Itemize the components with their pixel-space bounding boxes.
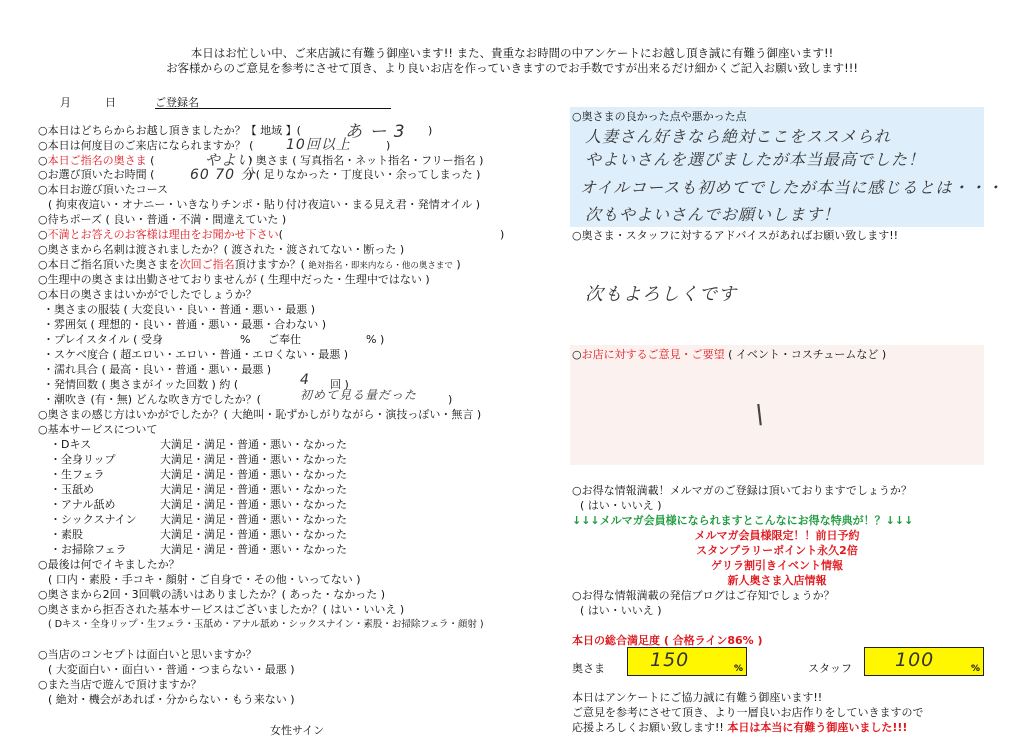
q-nominee: ○本日ご指名の奥さま ( (38, 154, 155, 167)
q-feeling: ○奥さまの感じ方はいかがでしたか？( 大絶叫・恥ずかしがりながら・演技っぽい・無言 ) (38, 408, 482, 421)
rating-mood: ・雰囲気 ( 理想的・良い・普通・悪い・最悪・合わない ) (43, 318, 327, 331)
q-refused-service: ○奥さまから拒否された基本サービスはございましたか？( はい・いいえ ) (38, 603, 405, 616)
q-basic-service: ○基本サービスについて (38, 423, 158, 436)
q-request: ○お店に対するご意見・ご要望 ( イベント・コスチュームなど ) (572, 348, 887, 361)
perk-item: スタンプラリーポイント永久2倍 (696, 544, 858, 557)
header-line-2: お客様からのご意見を参考にさせて頂き、より良いお店を作っていきますのでお手数ですが出来るだけ細かくご記入お願い致します!!! (166, 61, 858, 75)
service-options: 大満足・満足・普通・悪い・なかった (160, 513, 347, 526)
q-come-again: ○また当店で遊んで頂けますか？ (38, 678, 202, 691)
q-second-round: ○奥さまから2回・3回戦の誘いはありましたか？( あった・なかった ) (38, 588, 386, 601)
come-again-options: ( 絶対・機会があれば・分からない・もう来ない ) (48, 693, 295, 706)
registered-name-line (155, 108, 391, 109)
rating-lewdness: ・スケベ度合 ( 超エロい・エロい・普通・エロくない・最悪 ) (43, 348, 349, 361)
perk-item: ゲリラ割引きイベント情報 (711, 559, 843, 572)
service-name: ・全身リップ (50, 453, 116, 466)
q-business-card: ○奥さまから名刺は渡されましたか？( 渡された・渡されてない・断った ) (38, 243, 405, 256)
footer-line-3: 応援よろしくお願い致します!! 本日は本当に有難う御座いました!!! (572, 721, 908, 734)
header-line-1: 本日はお忙しい中、ご来店誠に有難う御座います!! また、貴重なお時間の中アンケートにお越し頂き誠に有難う御座います!! (190, 46, 834, 60)
blog-options: ( はい・いいえ ) (580, 604, 662, 617)
rating-playstyle-percent-1: % (240, 333, 251, 346)
okusama-label: 奥さま (572, 662, 605, 675)
q-reason-close: ) (500, 228, 505, 241)
q-renominate: ○本日ご指名頂いた奥さまを次回ご指名頂けますか？( 絶対指名・即来内なら・他の奥さまで ) (38, 258, 461, 271)
service-options: 大満足・満足・普通・悪い・なかった (160, 543, 347, 556)
mailmag-benefits: ↓↓↓メルマガ会員様になられますとこんなにお得な特典が！？↓↓↓ (572, 514, 914, 527)
advice-text: 次もよろしくです (585, 284, 737, 305)
month-label: 月 (60, 96, 71, 109)
staff-score: 100 (895, 649, 935, 671)
q-visits: ○本日は何度目のご来店になられますか？ ( (38, 139, 254, 152)
rating-clothes: ・奥さまの服装 ( 大変良い・良い・普通・悪い・最悪 ) (43, 303, 316, 316)
service-name: ・生フェラ (50, 468, 105, 481)
q-how-was: ○本日の奥さまはいかがでしたでしょうか？ (38, 288, 257, 301)
service-name: ・Dキス (50, 438, 92, 451)
course-options: ( 拘束夜這い・オナニー・いきなりチンポ・貼り付け夜這い・まる見え君・発情オイル ) (48, 198, 481, 211)
rating-squirt: ・潮吹き (有・無) どんな吹き方でしたか？( (43, 393, 261, 406)
q-area-close: ) (428, 124, 433, 137)
perk-item: メルマガ会員様限定！！前日予約 (694, 529, 860, 542)
rating-playstyle-service: ご奉仕 (268, 333, 301, 346)
footer-line-1: 本日はアンケートにご協力誠に有難う御座います!! (572, 691, 823, 704)
service-name: ・お掃除フェラ (50, 543, 127, 556)
answer-squirt: 初めて見る量だった (300, 388, 418, 402)
q-course: ○本日お遊び頂いたコース (38, 183, 169, 196)
goodbad-line: 次もやよいさんでお願いします！ (585, 205, 841, 224)
staff-percent: % (971, 664, 981, 674)
rating-squirt-close: ) (448, 393, 453, 406)
staff-label: スタッフ (808, 662, 852, 675)
goodbad-line: 人妻さん好きなら絶対ここをススメられ (585, 127, 892, 146)
service-options: 大満足・満足・普通・悪い・なかった (160, 438, 347, 451)
q-blog: ○お得な情報満載の発信ブログはご存知でしょうか？ (572, 589, 835, 602)
service-options: 大満足・満足・普通・悪い・なかった (160, 453, 347, 466)
q-nominee-rest: ) 奥さま ( 写真指名・ネット指名・フリー指名 ) (248, 154, 484, 167)
rating-count: ・発情回数 ( 奥さまがイッた回数 ) 約 ( (43, 378, 239, 391)
service-options: 大満足・満足・普通・悪い・なかった (160, 528, 347, 541)
registered-name-label: ご登録名 (155, 96, 199, 109)
goodbad-line: やよいさんを選びましたが本当最高でした！ (585, 150, 926, 169)
service-name: ・素股 (50, 528, 83, 541)
satisfaction-label: 本日の総合満足度 ( 合格ライン86% ) (572, 634, 763, 647)
q-reason: ○不満とお答えのお客様は理由をお聞かせ下さい( (38, 228, 283, 241)
rating-count-close: 回 ) (330, 378, 349, 391)
service-name: ・シックスナイン (50, 513, 137, 526)
rating-playstyle: ・プレイスタイル ( 受身 (43, 333, 163, 346)
mailmag-options: ( はい・いいえ ) (580, 499, 662, 512)
q-period: ○生理中の奥さまは出勤させておりませんが ( 生理中だった・生理中ではない ) (38, 273, 430, 286)
answer-area: あ ー 3 (345, 122, 406, 142)
service-name: ・玉舐め (50, 483, 94, 496)
goodbad-line: オイルコースも初めてでしたが本当に感じるとは・・・ (580, 178, 1004, 197)
q-finish: ○最後は何でイキましたか？ (38, 558, 180, 571)
okusama-percent: % (734, 664, 744, 674)
service-options: 大満足・満足・普通・悪い・なかった (160, 483, 347, 496)
concept-options: ( 大変面白い・面白い・普通・つまらない・最悪 ) (48, 663, 295, 676)
answer-count: 4 (300, 372, 310, 388)
q-concept: ○当店のコンセプトは面白いと思いますか？ (38, 648, 257, 661)
service-name: ・アナル舐め (50, 498, 116, 511)
answer-time: 60 70 分 (190, 167, 256, 183)
q-time-rest: ) ( 足りなかった・丁度良い・余ってしまった ) (248, 168, 481, 181)
q-visits-close: ) (386, 139, 391, 152)
refused-options: ( Dキス・全身リップ・生フェラ・玉舐め・アナル舐め・シックスナイン・素股・お掃除フェラ・顔射 ) (48, 619, 484, 630)
service-options: 大満足・満足・普通・悪い・なかった (160, 498, 347, 511)
q-advice: ○奥さま・スタッフに対するアドバイスがあればお願い致します!! (572, 229, 899, 242)
signature-label: 女性サイン (270, 724, 325, 737)
request-mark: \ (755, 400, 765, 430)
service-options: 大満足・満足・普通・悪い・なかった (160, 468, 347, 481)
request-box (570, 345, 984, 465)
q-time: ○お選び頂いたお時間 ( (38, 168, 155, 181)
answer-nominee: やよい (205, 151, 254, 169)
perk-item: 新人奥さま入店情報 (727, 574, 827, 587)
q-mail-magazine: ○お得な情報満載！メルマガのご登録は頂いておりますでしょうか？ (572, 484, 912, 497)
q-good-bad: ○奥さまの良かった点や悪かった点 (572, 110, 747, 123)
answer-visits: 10回以上 (286, 137, 351, 153)
q-pose: ○待ちポーズ ( 良い・普通・不満・間違えていた ) (38, 213, 287, 226)
q-area: ○本日はどちらからお越し頂きましたか？【 地域 】( (38, 124, 301, 137)
rating-playstyle-percent-2: % ) (366, 333, 385, 346)
footer-line-2: ご意見を参考にさせて頂き、より一層良いお店作りをしていきますので (572, 706, 924, 719)
finish-options: ( 口内・素股・手コキ・顔射・ご自身で・その他・いってない ) (48, 573, 361, 586)
okusama-score: 150 (650, 649, 690, 671)
day-label: 日 (105, 96, 116, 109)
rating-wetness: ・濡れ具合 ( 最高・良い・普通・悪い・最悪 ) (43, 363, 272, 376)
